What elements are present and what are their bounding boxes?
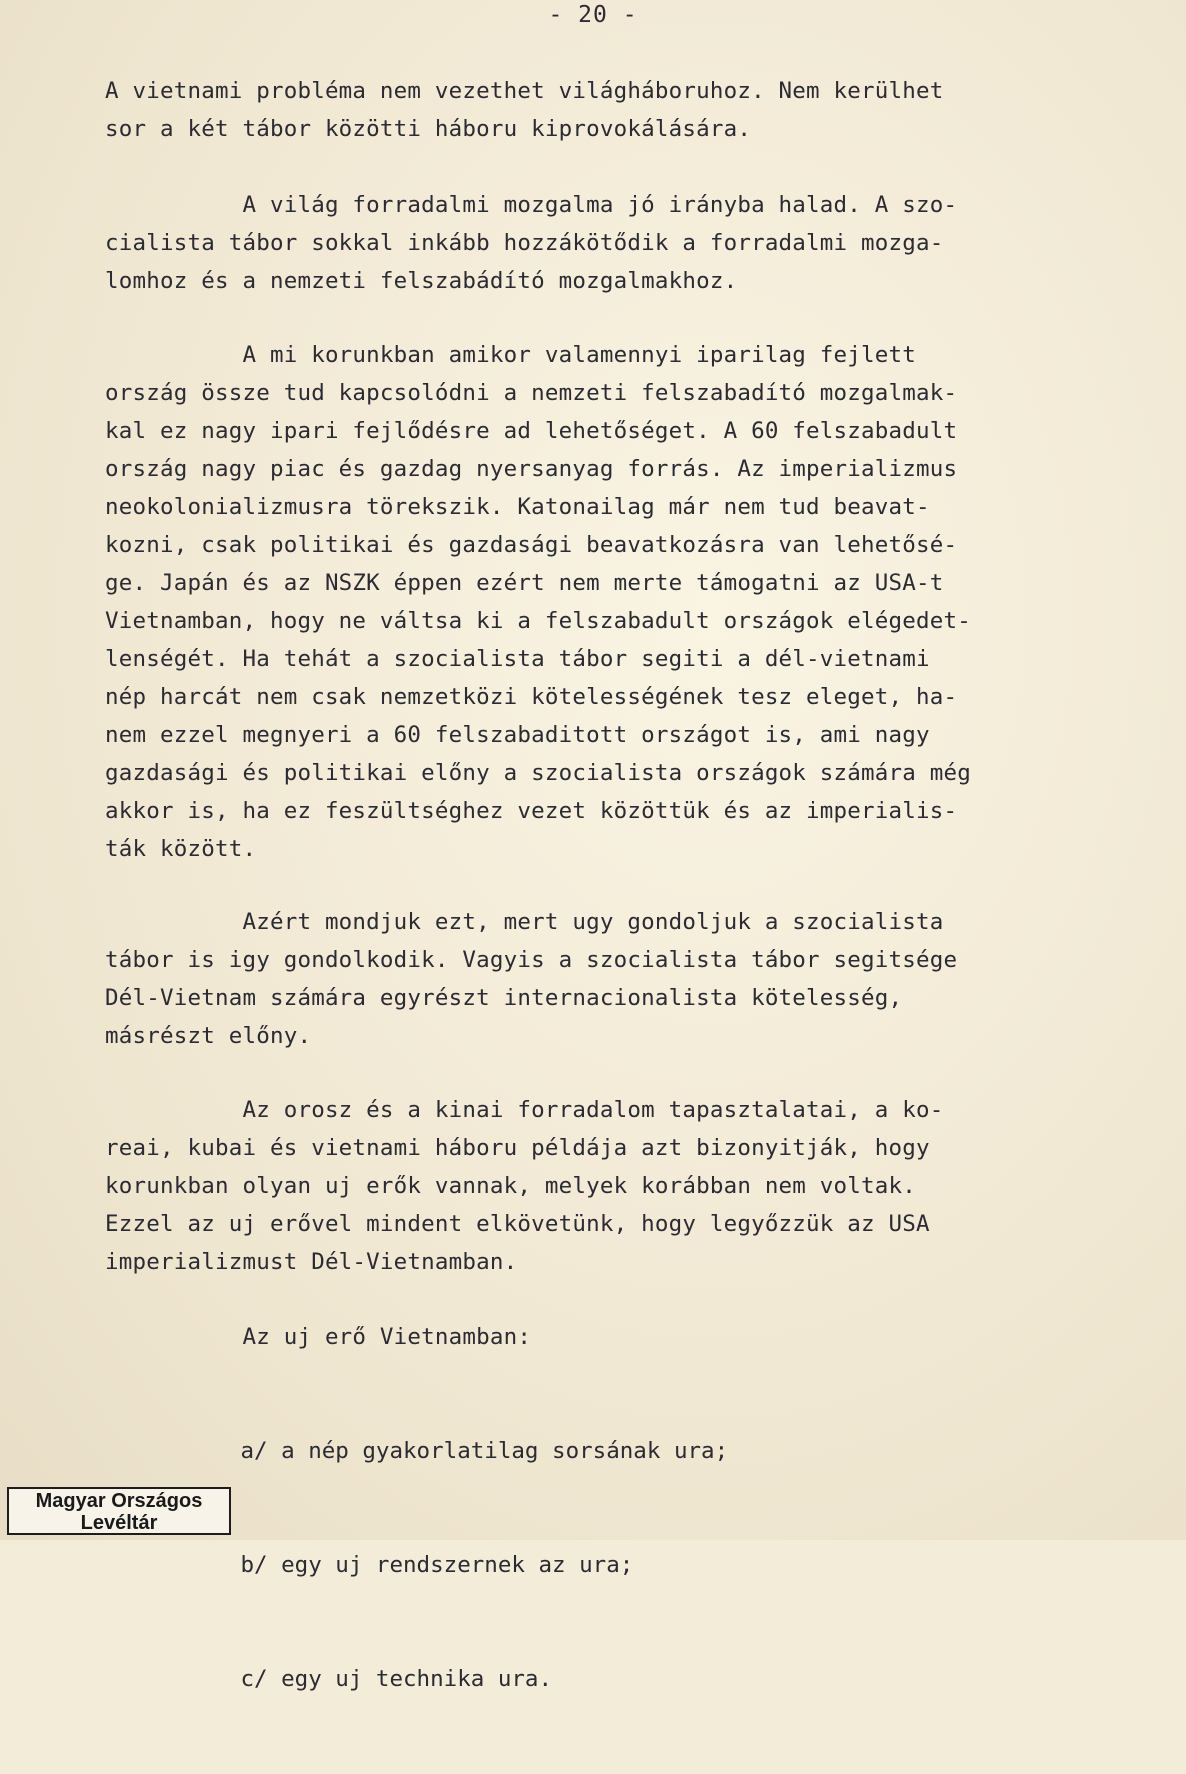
stamp-line-1: Magyar Országos <box>35 1490 203 1512</box>
item-list <box>105 1356 728 1774</box>
list-item: c/ egy uj technika ura. <box>105 1666 553 1692</box>
list-item: b/ egy uj rendszernek az ura; <box>105 1552 634 1578</box>
paragraph-3: A mi korunkban amikor valamennyi iparilag fejlett ország össze tud kapcsolódni a nemzeti felszabadító mozgalmak- kal ez nagy ipari fejlődésre ad lehetőséget. A 60 felszabadult ország nagy piac és gazdag nyersanyag forrás. Az imperializmus neokolonializmusra törekszik. Katonailag már nem tud beavat- kozni, csak politikai és gazdasági beavatkozásra van lehetősé- ge. Japán és az NSZK éppen ezért nem merte támogatni az USA-t Vietnamban, hogy ne váltsa ki a felszabadult országok elégedet- lenségét. Ha tehát a szocialista tábor segiti a dél-vietnami nép harcát nem csak nemzetközi kötelességének tesz eleget, ha- nem ezzel megnyeri a 60 felszabaditott országot is, ami nagy gazdasági és politikai előny a szocialista országok számára még akkor is, ha ez feszültséghez vezet közöttük és az imperialis- ták között. <box>105 342 972 862</box>
page-number: - 20 - <box>548 2 638 28</box>
stamp-line-2: Levéltár <box>80 1512 158 1534</box>
list-item: a/ a nép gyakorlatilag sorsának ura; <box>105 1438 729 1464</box>
paragraph-2: A világ forradalmi mozgalma jó irányba halad. A szo- cialista tábor sokkal inkább hozzákötődik a forradalmi mozga- lomhoz és a nemzeti felszabádító mozgalmakhoz. <box>105 192 958 294</box>
list-heading: Az uj erő Vietnamban: <box>105 1324 532 1350</box>
archive-stamp <box>7 1487 231 1535</box>
paragraph-1: A vietnami probléma nem vezethet világháboruhoz. Nem kerülhet sor a két tábor közötti háboru kiprovokálására. <box>105 78 944 142</box>
paragraph-4: Azért mondjuk ezt, mert ugy gondoljuk a szocialista tábor is igy gondolkodik. Vagyis a szocialista tábor segitsége Dél-Vietnam számára egyrészt internacionalista kötelesség, másrészt előny. <box>105 909 958 1049</box>
paragraph-5: Az orosz és a kinai forradalom tapasztalatai, a ko- reai, kubai és vietnami háboru példája azt bizonyitják, hogy korunkban olyan uj erők vannak, melyek korábban nem voltak. Ezzel az uj erővel mindent elkövetünk, hogy legyőzzük az USA imperializmust Dél-Vietnamban. <box>105 1097 944 1275</box>
